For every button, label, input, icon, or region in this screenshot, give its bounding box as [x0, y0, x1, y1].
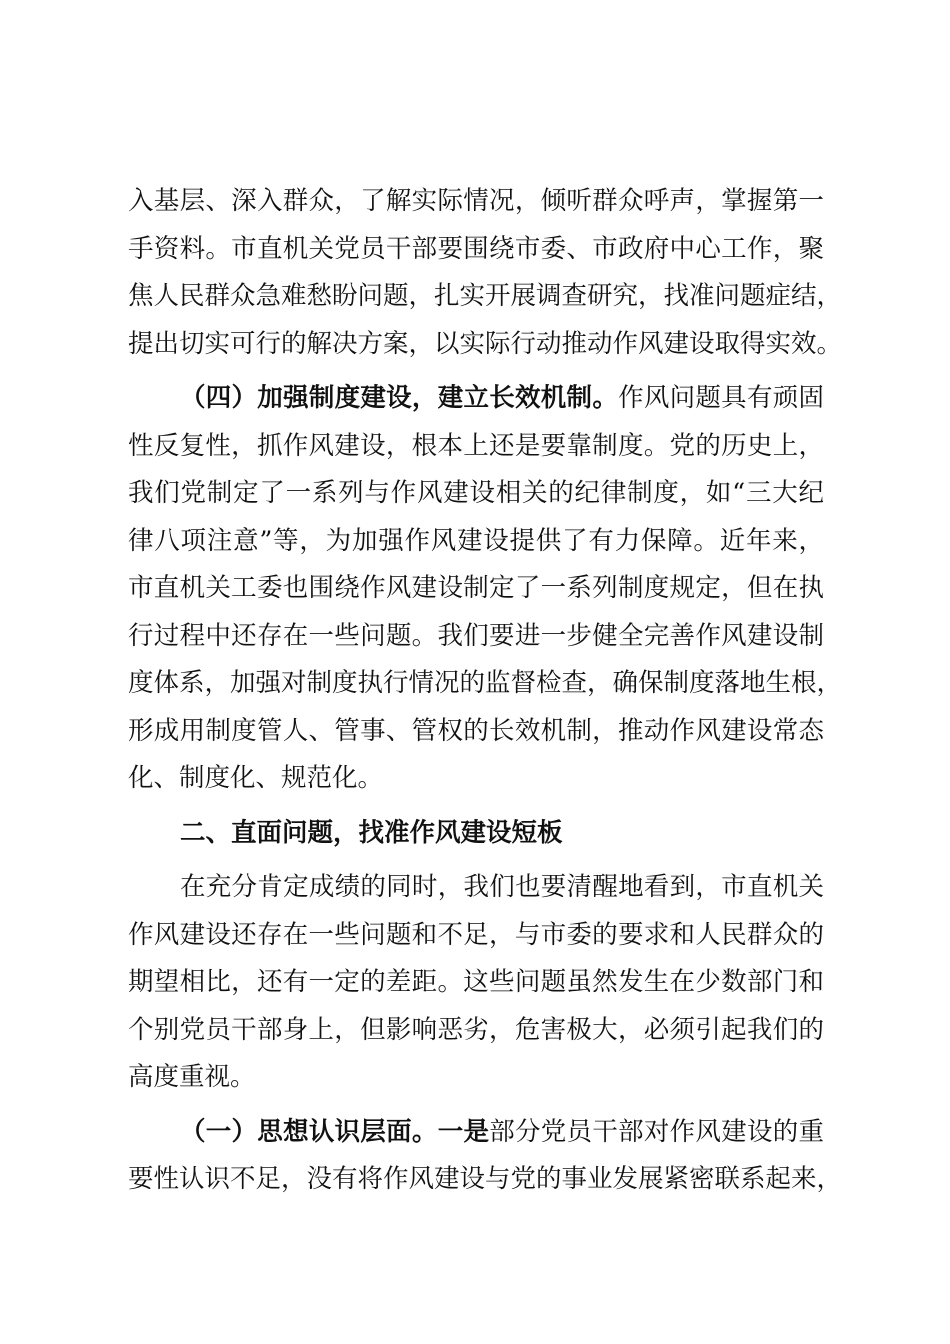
text-line: 提出切实可行的解决方案，以实际行动推动作风建设取得实效。 [128, 328, 843, 359]
section-heading-1: （一）思想认识层面。 [180, 1116, 438, 1147]
text-line [128, 375, 824, 423]
text-line: 度体系，加强对制度执行情况的监督检查，确保制度落地生根， [128, 668, 843, 698]
text-line: 高度重视。 [128, 1062, 256, 1092]
text-line: 手资料。市直机关党员干部要围绕市委、市政府中心工作，聚 [128, 233, 824, 264]
text-line: 我们党制定了一系列与作风建设相关的纪律制度，如“三大纪 [128, 478, 824, 508]
text-run: 部分党员干部对作风建设的重 [489, 1116, 824, 1147]
text-line: 在充分肯定成绩的同时，我们也要清醒地看到，市直机关 [180, 872, 824, 902]
text-line: 期望相比，还有一定的差距。这些问题虽然发生在少数部门和 [128, 967, 824, 997]
text-line: 律八项注意”等，为加强作风建设提供了有力保障。近年来， [128, 525, 824, 556]
paragraph-3 [128, 864, 824, 1102]
text-line: 行过程中还存在一些问题。我们要进一步健全完善作风建设制 [128, 620, 824, 651]
section-heading-4: （四）加强制度建设，建立长效机制。 [180, 383, 619, 413]
chapter-heading: 二、直面问题，找准作风建设短板 [180, 817, 563, 848]
text-line: 作风建设还存在一些问题和不足，与市委的要求和人民群众的 [128, 919, 824, 950]
text-line: 化、制度化、规范化。 [128, 763, 384, 793]
text-line [128, 1109, 824, 1157]
paragraph-4 [128, 1109, 843, 1204]
text-line: 入基层、深入群众，了解实际情况，倾听群众呼声，掌握第一 [128, 186, 824, 216]
text-line: 个别党员干部身上，但影响恶劣，危害极大，必须引起我们的 [128, 1014, 824, 1045]
text-line: 性反复性，抓作风建设，根本上还是要靠制度。党的历史上， [128, 430, 824, 461]
document-page [128, 178, 843, 1204]
text-line: 市直机关工委也围绕作风建设制定了一系列制度规定，但在执 [128, 573, 824, 603]
enumeration-label: 一是 [437, 1116, 490, 1147]
text-line: 要性认识不足，没有将作风建设与党的事业发展紧密联系起来， [128, 1164, 843, 1194]
text-run: 作风问题具有顽固 [618, 383, 824, 413]
paragraph-2 [128, 375, 843, 803]
text-line: 形成用制度管人、管事、管权的长效机制，推动作风建设常态 [128, 715, 824, 746]
paragraph-1 [128, 178, 843, 368]
text-line: 焦人民群众急难愁盼问题，扎实开展调查研究，找准问题症结， [128, 281, 843, 311]
